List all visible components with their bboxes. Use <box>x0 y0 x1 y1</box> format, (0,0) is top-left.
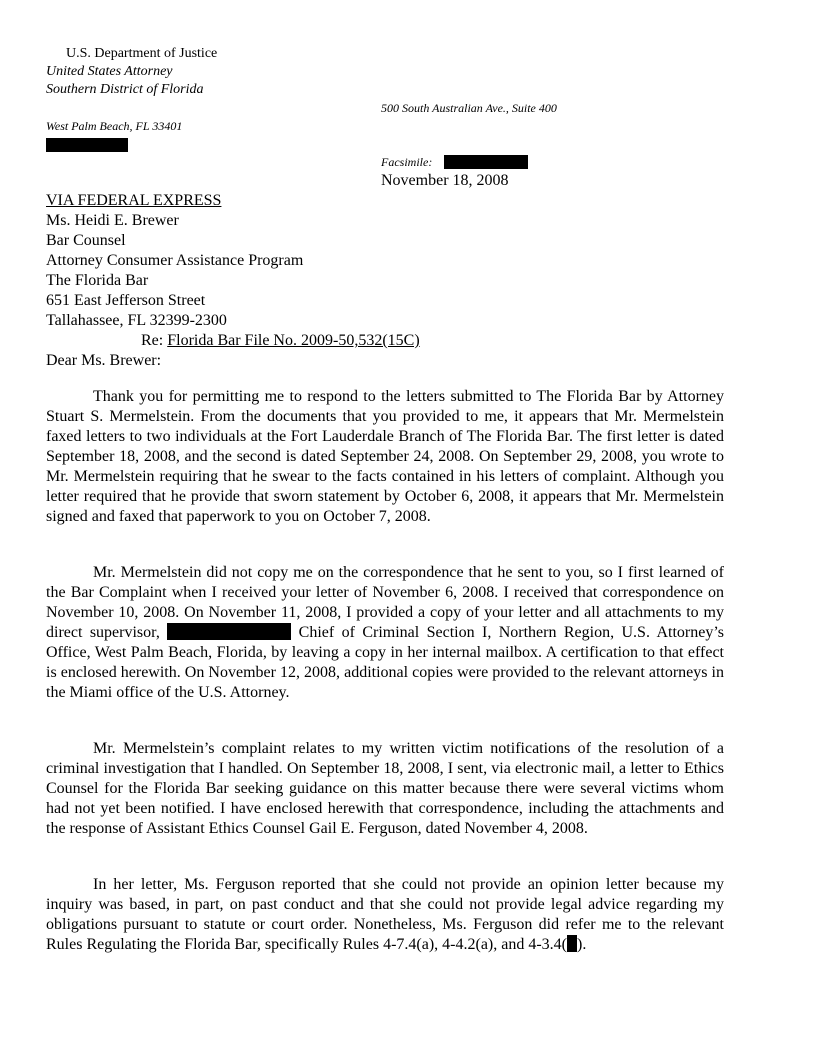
recipient-name: Ms. Heidi E. Brewer <box>46 212 179 229</box>
body-paragraph-4 <box>46 875 724 955</box>
letterhead-office: United States Attorney <box>46 64 173 79</box>
redacted-supervisor-name <box>167 623 291 640</box>
letter-date: November 18, 2008 <box>381 172 509 189</box>
recipient-city: Tallahassee, FL 32399-2300 <box>46 312 227 329</box>
paragraph-4-part-2: ). <box>577 936 587 953</box>
recipient-title: Bar Counsel <box>46 232 126 249</box>
re-line <box>141 331 420 351</box>
re-file-number: Florida Bar File No. 2009-50,532(15C) <box>167 332 420 349</box>
re-label: Re: <box>141 332 168 349</box>
letterhead-department: U.S. Department of Justice <box>66 46 218 61</box>
paragraph-2-part-2: Chief of Criminal Section I, Northern Region, U.S. Attorney’s Office, West Palm Beach, Florida, by leaving a copy in her internal mailbox. A certification to that effect is enclosed herewith. On November 12, 2008, additional copies were provided to the relevant attorneys in the Miami office of the U.S. Attorney. <box>46 624 725 701</box>
recipient-street: 651 East Jefferson Street <box>46 292 206 309</box>
redacted-fax <box>444 155 528 169</box>
letterhead-street: 500 South Australian Ave., Suite 400 <box>381 101 557 115</box>
delivery-method: VIA FEDERAL EXPRESS <box>46 192 222 209</box>
body-paragraph-2 <box>46 563 724 703</box>
recipient-org: The Florida Bar <box>46 272 149 289</box>
body-paragraph-3: Mr. Mermelstein’s complaint relates to my written victim notifications of the resolution of a criminal investigation that I handled. On September 18, 2008, I sent, via electronic mail, a letter to Ethics Counsel for the Florida Bar seeking guidance on this matter because there were several victims whom had not yet been notified. I have enclosed herewith that correspondence, including the attachments and the response of Assistant Ethics Counsel Gail E. Ferguson, dated November 4, 2008. <box>46 740 724 837</box>
redacted-rule-subsection <box>567 935 577 952</box>
redacted-phone <box>46 138 128 152</box>
salutation: Dear Ms. Brewer: <box>46 352 162 369</box>
letterhead-city: West Palm Beach, FL 33401 <box>46 119 183 133</box>
paragraph-2-part-1: Mr. Mermelstein did not copy me on the correspondence that he sent to you, so I first learned of the Bar Complaint when I received your letter of November 6, 2008. I received that correspondence on November 10, 2008. On November 11, 2008, I provided a copy of your letter and all attachments to my direct supervisor, <box>46 564 724 641</box>
recipient-program: Attorney Consumer Assistance Program <box>46 252 304 269</box>
paragraph-4-part-1: In her letter, Ms. Ferguson reported that she could not provide an opinion letter because my inquiry was based, in part, on past conduct and that she could not provide legal advice regarding my obligations pursuant to statute or court order. Nonetheless, Ms. Ferguson did refer me to the relevant Rules Regulating the Florida Bar, specifically Rules 4-7.4(a), 4-4.2(a), and 4-3.4( <box>46 876 724 953</box>
body-paragraph-1: Thank you for permitting me to respond to the letters submitted to The Florida Bar by Attorney Stuart S. Mermelstein. From the documents that you provided to me, it appears that Mr. Mermelstein faxed letters to two individuals at the Fort Lauderdale Branch of The Florida Bar. The first letter is dated September 18, 2008, and the second is dated September 24, 2008. On September 29, 2008, you wrote to Mr. Mermelstein requiring that he swear to the facts contained in his letters of complaint. Although you letter required that he provide that sworn statement by October 6, 2008, it appears that Mr. Mermelstein signed and faxed that paperwork to you on October 7, 2008. <box>46 388 724 525</box>
letterhead-district: Southern District of Florida <box>46 82 204 97</box>
fax-label: Facsimile: <box>381 155 433 169</box>
